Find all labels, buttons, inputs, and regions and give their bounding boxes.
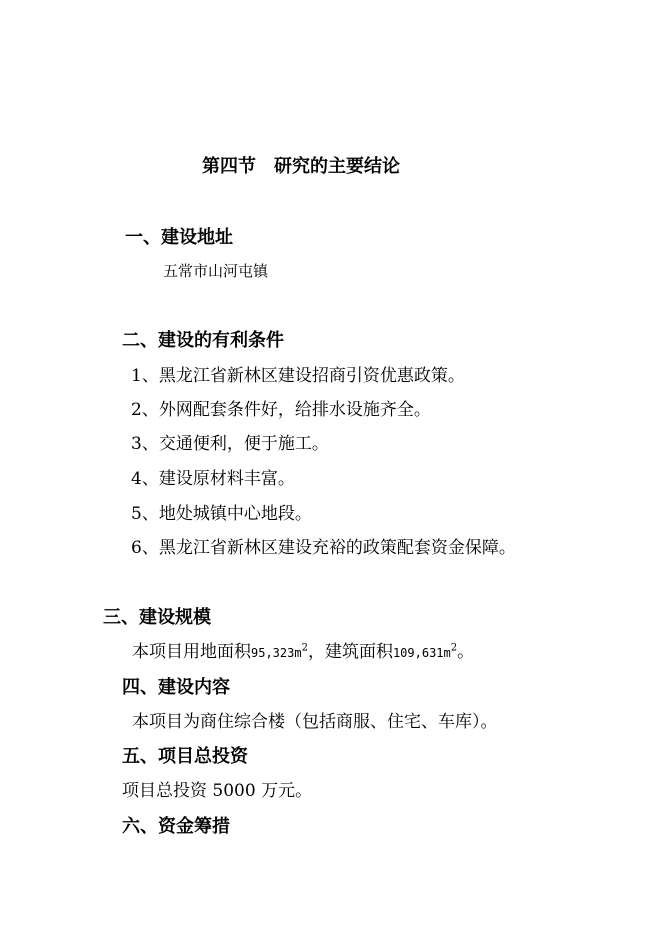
condition-item-6: 6、黑龙江省新林区建设充裕的政策配套资金保障。 bbox=[131, 538, 516, 558]
scale-text-end: 。 bbox=[457, 642, 475, 662]
land-area-value: 95,323m bbox=[251, 646, 302, 660]
scale-text-land: 本项目用地面积 bbox=[132, 642, 251, 662]
heading-construction-scale: 三、建设规模 bbox=[103, 607, 211, 628]
heading-total-investment: 五、项目总投资 bbox=[122, 746, 248, 767]
heading-fund-raising: 六、资金筹措 bbox=[122, 816, 230, 837]
construction-scale-text bbox=[132, 644, 474, 661]
construction-content-text: 本项目为商住综合楼（包括商服、住宅、车库）。 bbox=[132, 712, 498, 732]
land-area-unit-sup: 2 bbox=[301, 642, 308, 654]
condition-item-5: 5、地处城镇中心地段。 bbox=[131, 504, 312, 524]
building-area-unit-sup: 2 bbox=[450, 642, 458, 654]
heading-construction-content: 四、建设内容 bbox=[122, 677, 230, 698]
condition-item-3: 3、交通便利，便于施工。 bbox=[131, 434, 329, 454]
total-investment-text: 项目总投资 5000 万元。 bbox=[122, 781, 313, 801]
section-title: 第四节 研究的主要结论 bbox=[202, 156, 400, 177]
condition-item-4: 4、建设原材料丰富。 bbox=[131, 469, 295, 489]
heading-favorable-conditions: 二、建设的有利条件 bbox=[122, 330, 284, 351]
condition-item-2: 2、外网配套条件好，给排水设施齐全。 bbox=[131, 400, 431, 420]
heading-construction-site: 一、建设地址 bbox=[125, 227, 233, 248]
construction-address: 五常市山河屯镇 bbox=[163, 262, 269, 280]
building-area-value: 109,631m bbox=[392, 646, 451, 660]
scale-text-building: ，建筑面积 bbox=[307, 642, 393, 662]
condition-item-1: 1、黑龙江省新林区建设招商引资优惠政策。 bbox=[131, 366, 465, 386]
